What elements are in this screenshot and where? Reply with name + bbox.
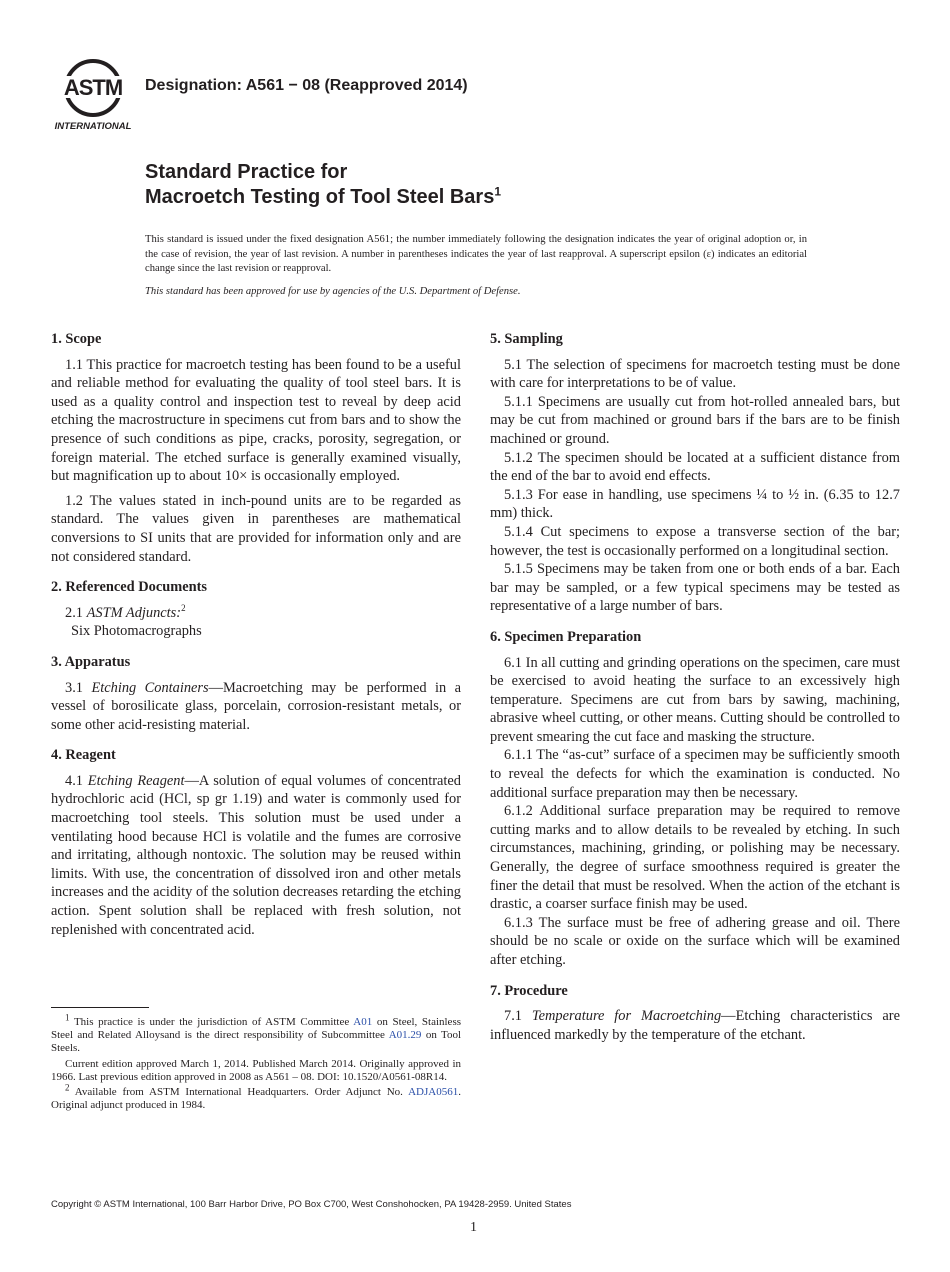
footnote-2 (51, 1082, 461, 1112)
footnote-text: . Original adjunct produced in 1984. (51, 1086, 461, 1112)
paragraph: 6.1.1 The “as-cut” surface of a specimen may be sufficiently smooth to reveal the defects for which the examination is conducted. No additional surface preparation may then be necessary. (490, 747, 900, 801)
section-heading: 2. Referenced Documents (51, 579, 207, 596)
footnote-mark: 2 (65, 1082, 70, 1093)
paragraph: 1.1 This practice for macroetch testing has been found to be a useful and reliable method for evaluating the quality of tool steel bars. It is used as a quality control and inspection test to reveal by deep acid etching the macrostructure in specimens cut from bars and to show the presence of such conditions as pipe, cracks, porosity, segregation, or foreign material. The etched surface is generally examined visually, but magnification up to about 10× is occasionally employed. (51, 356, 461, 485)
paragraph: 5.1.3 For ease in handling, use specimens ¼ to ½ in. (6.35 to 12.7 mm) thick. (490, 486, 900, 522)
left-column (51, 330, 461, 939)
paragraph: Six Photomacrographs (71, 623, 202, 640)
paragraph: 6.1.3 The surface must be free of adhering grease and oil. There should be no scale or oxide on the surface which will be examined after etching. (490, 914, 900, 968)
footnote-text: This practice is under the jurisdiction of ASTM Committee (73, 1016, 350, 1028)
logo-text: ASTM (63, 75, 123, 100)
paragraph: 5.1.4 Cut specimens to expose a transverse section of the bar; however, the test is occasionally performed on a longitudinal section. (490, 523, 900, 559)
paragraph: 1.2 The values stated in inch-pound units are to be regarded as standard. The values given in parentheses are mathematical conversions to SI units that are provided for information only and are not considered standard. (51, 492, 461, 565)
section-apparatus (51, 653, 461, 734)
item-text: —Etching characteristics are influenced markedly by the temperature of the etchant. (490, 1008, 900, 1043)
paragraph (51, 604, 461, 623)
section-heading: 5. Sampling (490, 331, 563, 347)
item-term: Temperature for Macroetching (531, 1008, 722, 1025)
paragraph: 5.1.2 The specimen should be located at a sufficient distance from the end of the bar to avoid end effects. (490, 449, 900, 485)
paragraph (51, 679, 461, 735)
designation: Designation: A561 − 08 (Reapproved 2014) (145, 77, 468, 94)
section-reagent (51, 746, 461, 939)
paragraph (490, 1007, 900, 1044)
section-heading: 4. Reagent (51, 747, 116, 764)
section-sampling (490, 330, 900, 616)
item-label: ASTM Adjuncts: (86, 604, 182, 621)
adjunct-link[interactable]: ADJA0561 (408, 1086, 459, 1099)
footnote-1-edition: Current edition approved March 1, 2014. Published March 2014. Originally approved in 1966. Last previous edition approved in 2008 as A561 – 08. DOI: 10.1520/A0561-08R14. (51, 1057, 461, 1083)
dod-approval-note: This standard has been approved for use by agencies of the U.S. Department of Defense. (145, 286, 521, 297)
section-procedure (490, 982, 900, 1045)
footnote-text: Available from ASTM International Headquarters. Order Adjunct No. (74, 1086, 403, 1099)
paragraph (51, 772, 461, 939)
copyright-line: Copyright © ASTM International, 100 Barr Harbor Drive, PO Box C700, West Conshohocken, PA 19428-2959. United States (51, 1199, 572, 1210)
section-specimen-preparation (490, 628, 900, 970)
logo-international: INTERNATIONAL (54, 121, 132, 132)
footnote-divider (51, 1007, 149, 1008)
item-text: —A solution of equal volumes of concentrated hydrochloric acid (HCl, sp gr 1.19) and water is commonly used for macroetching tool steels. This solution must be used under a ventilating hood because HCl is volatile and the fumes are corrosive and irritating, although nontoxic. The solution may be reused within limits. With use, the concentration of dissolved iron and other metals increases and the acidity of the solution decreases retarding the etching action. Spent solution shall be replaced with fresh solution, not replenished with concentrated acid. (51, 772, 461, 938)
section-scope (51, 330, 461, 566)
issuance-notice: This standard is issued under the fixed designation A561; the number immediately following the designation indicates the year of original adoption or, in the case of revision, the year of last revision. A number in parentheses indicates the year of last reapproval. A superscript epsilon (ε) indicates an editorial change since the last revision or reapproval. (145, 234, 807, 274)
title-line-2 (145, 185, 501, 210)
footnote-text: on Steel, Stainless Steel and Related Alloysand is the direct responsibility of Subcommittee (51, 1016, 462, 1042)
paragraph: 6.1.2 Additional surface preparation may be required to remove cutting marks and to allow details to be revealed by etching. In such circumstances, machining, grinding, or polishing may be necessary. Generally, the degree of surface smoothness required is greater the finer the detail that must be resolved. When the action of the etchant is drastic, a coarser surface finish may be used. (490, 803, 900, 913)
item-number: 2.1 (65, 604, 83, 621)
page-number: 1 (470, 1220, 477, 1235)
committee-link[interactable]: A01 (353, 1016, 373, 1028)
title-line-1: Standard Practice for (145, 161, 348, 183)
footnote-1 (51, 1012, 462, 1056)
item-term: Etching Containers (91, 679, 209, 696)
right-column (490, 330, 900, 1044)
footnote-mark: 2 (181, 602, 186, 613)
paragraph: 5.1.5 Specimens may be taken from one or both ends of a bar. Each bar may be sampled, or a few typical specimens may be tested as representative of a large number of bars. (490, 561, 900, 615)
section-heading: 7. Procedure (490, 982, 568, 999)
footnotes (51, 1012, 462, 1114)
page-title (145, 160, 501, 210)
item-number: 4.1 (65, 772, 83, 789)
paragraph: 5.1.1 Specimens are usually cut from hot-rolled annealed bars, but may be cut from machined or ground bars if the bars are to be finish machined or ground. (490, 393, 900, 447)
item-number: 3.1 (65, 679, 83, 696)
item-text: —Macroetching may be performed in a vessel of borosilicate glass, porcelain, corrosion-resistant metals, or some other acid-resisting material. (51, 679, 461, 733)
section-heading: 6. Specimen Preparation (490, 628, 642, 645)
paragraph: 6.1 In all cutting and grinding operations on the specimen, care must be exercised to avoid heating the surface to an excessively high temperature. Specimens are cut from bars by sawing, machining, abrasive wheel cutting, or other means. Cutting should be controlled to prevent smearing the cut face and masking the structure. (490, 654, 900, 745)
title-text: Macroetch Testing of Tool Steel Bars (145, 186, 495, 208)
paragraph: 5.1 The selection of specimens for macroetch testing must be done with care for interpretations to be of value. (490, 356, 900, 392)
section-heading: 1. Scope (51, 331, 102, 347)
title-footnote-mark: 1 (494, 184, 502, 199)
astm-logo (51, 58, 135, 132)
item-number: 7.1 (504, 1008, 522, 1025)
item-term: Etching Reagent (87, 772, 185, 789)
footnote-text: on Tool Steels. (51, 1029, 462, 1055)
section-heading: 3. Apparatus (51, 653, 131, 670)
footnote-mark: 1 (65, 1012, 70, 1023)
subcommittee-link[interactable]: A01.29 (388, 1029, 422, 1042)
section-referenced-documents (51, 578, 461, 641)
